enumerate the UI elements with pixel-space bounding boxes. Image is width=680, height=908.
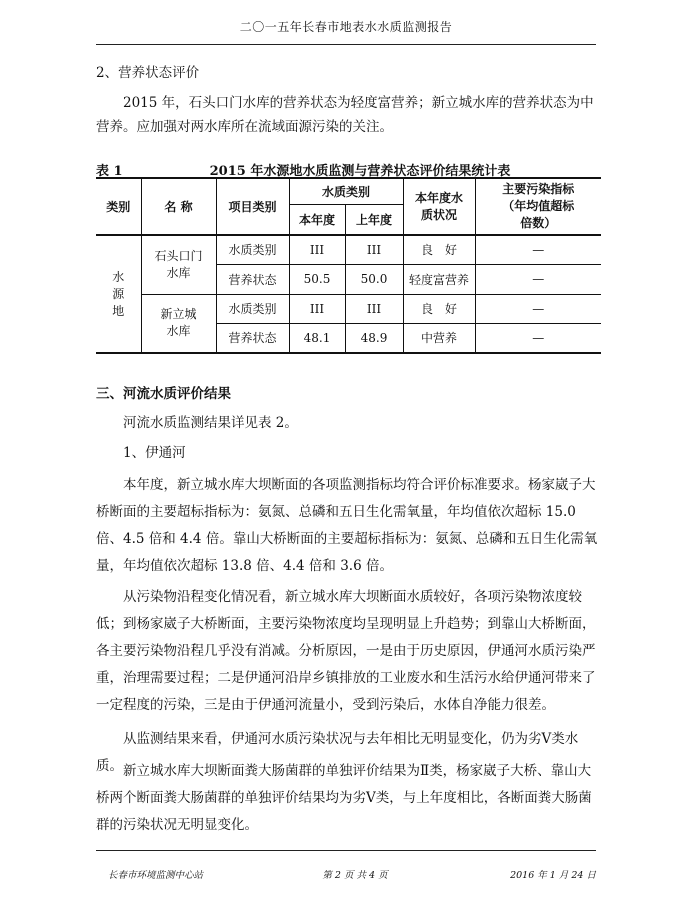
header-divider (96, 44, 596, 45)
yitong-paragraph-2: 从污染物沿程变化情况看，新立城水库大坝断面水质较好，各项污染物浓度较低；到杨家崴子大桥断面，主要污染物浓度均呈现明显上升趋势；到靠山大桥断面，各主要污染物沿程几乎没有消减。分析原因，一是由于历史原因，伊通河水质污染严重，治理需要过程；二是伊通河沿岸乡镇排放的工业废水和生活污水给伊通河带来了一定程度的污染，三是由于伊通河流量小，受到污染后，水体自净能力很差。 (96, 589, 596, 713)
section-heading-river: 三、河流水质评价结果 (96, 386, 231, 402)
subsection-yitong-river: 1、伊通河 (123, 445, 186, 461)
table-cell-status: 轻度富营养 (403, 264, 475, 294)
table-cell-item: 营养状态 (216, 264, 289, 294)
water-source-table (96, 177, 601, 354)
table-cell-this-year: III (289, 294, 345, 323)
reservoir-name: 石头口门水库 (141, 235, 216, 294)
table-cell-pollutant: — (532, 242, 545, 257)
header-name: 名 称 (141, 178, 216, 235)
header-status: 本年度水质状况 (403, 178, 475, 235)
header-item: 项目类别 (216, 178, 289, 235)
footer-page-number: 第 2 页 共 4 页 (322, 870, 388, 881)
footer-organization: 长春市环境监测中心站 (108, 870, 204, 881)
table-cell-this-year: 50.5 (289, 264, 345, 294)
table-cell-pollutant: — (532, 301, 545, 316)
header-category: 类别 (96, 178, 141, 235)
page-header-title: 二〇一五年长春市地表水水质监测报告 (239, 20, 453, 34)
header-water-class: 水质类别 (289, 178, 403, 204)
section-heading-nutrition: 2、营养状态评价 (96, 65, 200, 81)
table-cell-status: 良 好 (403, 294, 475, 323)
footer-date: 2016 年 1 月 24 日 (510, 870, 596, 881)
table-cell-last-year: 48.9 (345, 323, 403, 353)
header-this-year: 本年度 (289, 204, 345, 235)
table-cell-this-year: 48.1 (289, 323, 345, 353)
category-cell: 水源地 (96, 235, 141, 353)
footer-divider (96, 850, 596, 851)
nutrition-paragraph: 2015 年，石头口门水库的营养状态为轻度富营养；新立城水库的营养状态为中营养。应加强对两水库所在流域面源污染的关注。 (96, 95, 594, 135)
table-cell-item: 营养状态 (216, 323, 289, 353)
table-cell-item: 水质类别 (216, 235, 289, 264)
yitong-paragraph-3: 从监测结果来看，伊通河水质污染状况与去年相比无明显变化，仍为劣Ⅴ类水质。 (96, 731, 579, 774)
table-cell-pollutant: — (532, 330, 545, 345)
river-intro: 河流水质监测结果详见表 2。 (123, 415, 298, 431)
table-cell-item: 水质类别 (216, 294, 289, 323)
yitong-paragraph-1: 本年度，新立城水库大坝断面的各项监测指标均符合评价标准要求。杨家崴子大桥断面的主要超标指标为：氨氮、总磷和五日生化需氧量，年均值依次超标 15.0 倍、4.5 倍和 4.4 倍。靠山大桥断面的主要超标指标为：氨氮、总磷和五日生化需氧量，年均值依次超标 13.8 倍、4.4 倍和 3.6 倍。 (96, 477, 598, 574)
table-cell-last-year: 50.0 (345, 264, 403, 294)
table-cell-last-year: III (345, 294, 403, 323)
table-cell-status: 中营养 (403, 323, 475, 353)
table-cell-this-year: III (289, 235, 345, 264)
reservoir-name: 新立城水库 (141, 294, 216, 353)
yitong-paragraph-4: 新立城水库大坝断面粪大肠菌群的单独评价结果为Ⅱ类，杨家崴子大桥、靠山大桥两个断面粪大肠菌群的单独评价结果均为劣Ⅴ类，与上年度相比，各断面粪大肠菌群的污染状况无明显变化。 (96, 763, 592, 833)
table-cell-pollutant: — (532, 272, 545, 286)
table-label: 表 1 (96, 164, 123, 179)
header-last-year: 上年度 (345, 204, 403, 235)
table-cell-last-year: III (345, 235, 403, 264)
table-cell-status: 良 好 (403, 235, 475, 264)
table-title: 2015 年水源地水质监测与营养状态评价结果统计表 (209, 164, 511, 179)
header-pollutant: 主要污染指标（年均值超标倍数） (475, 178, 601, 235)
